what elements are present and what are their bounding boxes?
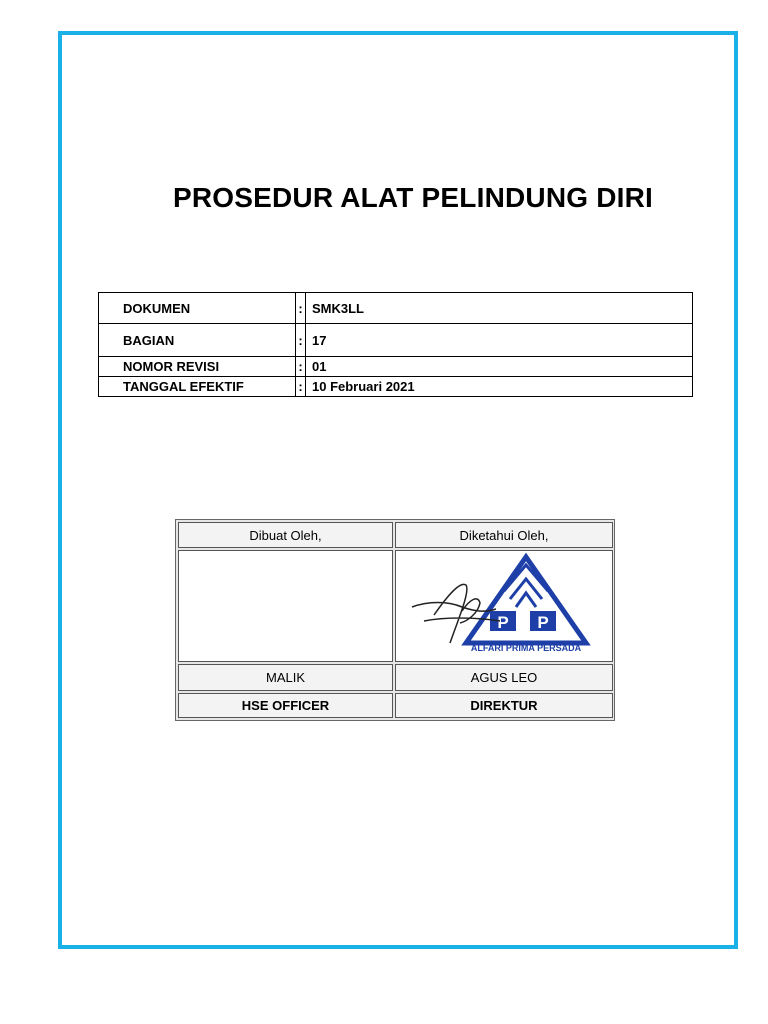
approval-table — [175, 519, 615, 721]
info-value: SMK3LL — [306, 293, 693, 324]
company-stamp-text: ALFARI PRIMA PERSADA — [470, 643, 582, 653]
made-by-position: HSE OFFICER — [178, 693, 393, 718]
info-separator: : — [296, 357, 306, 377]
acknowledged-by-signature-area — [395, 550, 613, 662]
acknowledged-by-name: AGUS LEO — [395, 664, 613, 691]
info-label: TANGGAL EFEKTIF — [99, 377, 296, 397]
info-value: 17 — [306, 324, 693, 357]
info-row-dokumen — [99, 293, 693, 324]
info-label: DOKUMEN — [99, 293, 296, 324]
info-separator: : — [296, 293, 306, 324]
document-info-table — [98, 292, 693, 397]
info-separator: : — [296, 324, 306, 357]
info-separator: : — [296, 377, 306, 397]
info-value: 10 Februari 2021 — [306, 377, 693, 397]
info-row-nomor-revisi — [99, 357, 693, 377]
info-label: NOMOR REVISI — [99, 357, 296, 377]
company-stamp-signature — [404, 551, 604, 661]
made-by-label: Dibuat Oleh, — [178, 522, 393, 548]
made-by-name: MALIK — [178, 664, 393, 691]
svg-text:P: P — [497, 613, 509, 632]
made-by-signature-area — [178, 550, 393, 662]
document-title: PROSEDUR ALAT PELINDUNG DIRI — [172, 182, 654, 213]
acknowledged-by-position: DIREKTUR — [395, 693, 613, 718]
info-row-bagian — [99, 324, 693, 357]
info-value: 01 — [306, 357, 693, 377]
page-border — [58, 31, 738, 949]
info-row-tanggal-efektif — [99, 377, 693, 397]
company-logo-icon — [466, 557, 586, 653]
svg-text:P: P — [537, 613, 549, 632]
acknowledged-by-label: Diketahui Oleh, — [395, 522, 613, 548]
info-label: BAGIAN — [99, 324, 296, 357]
